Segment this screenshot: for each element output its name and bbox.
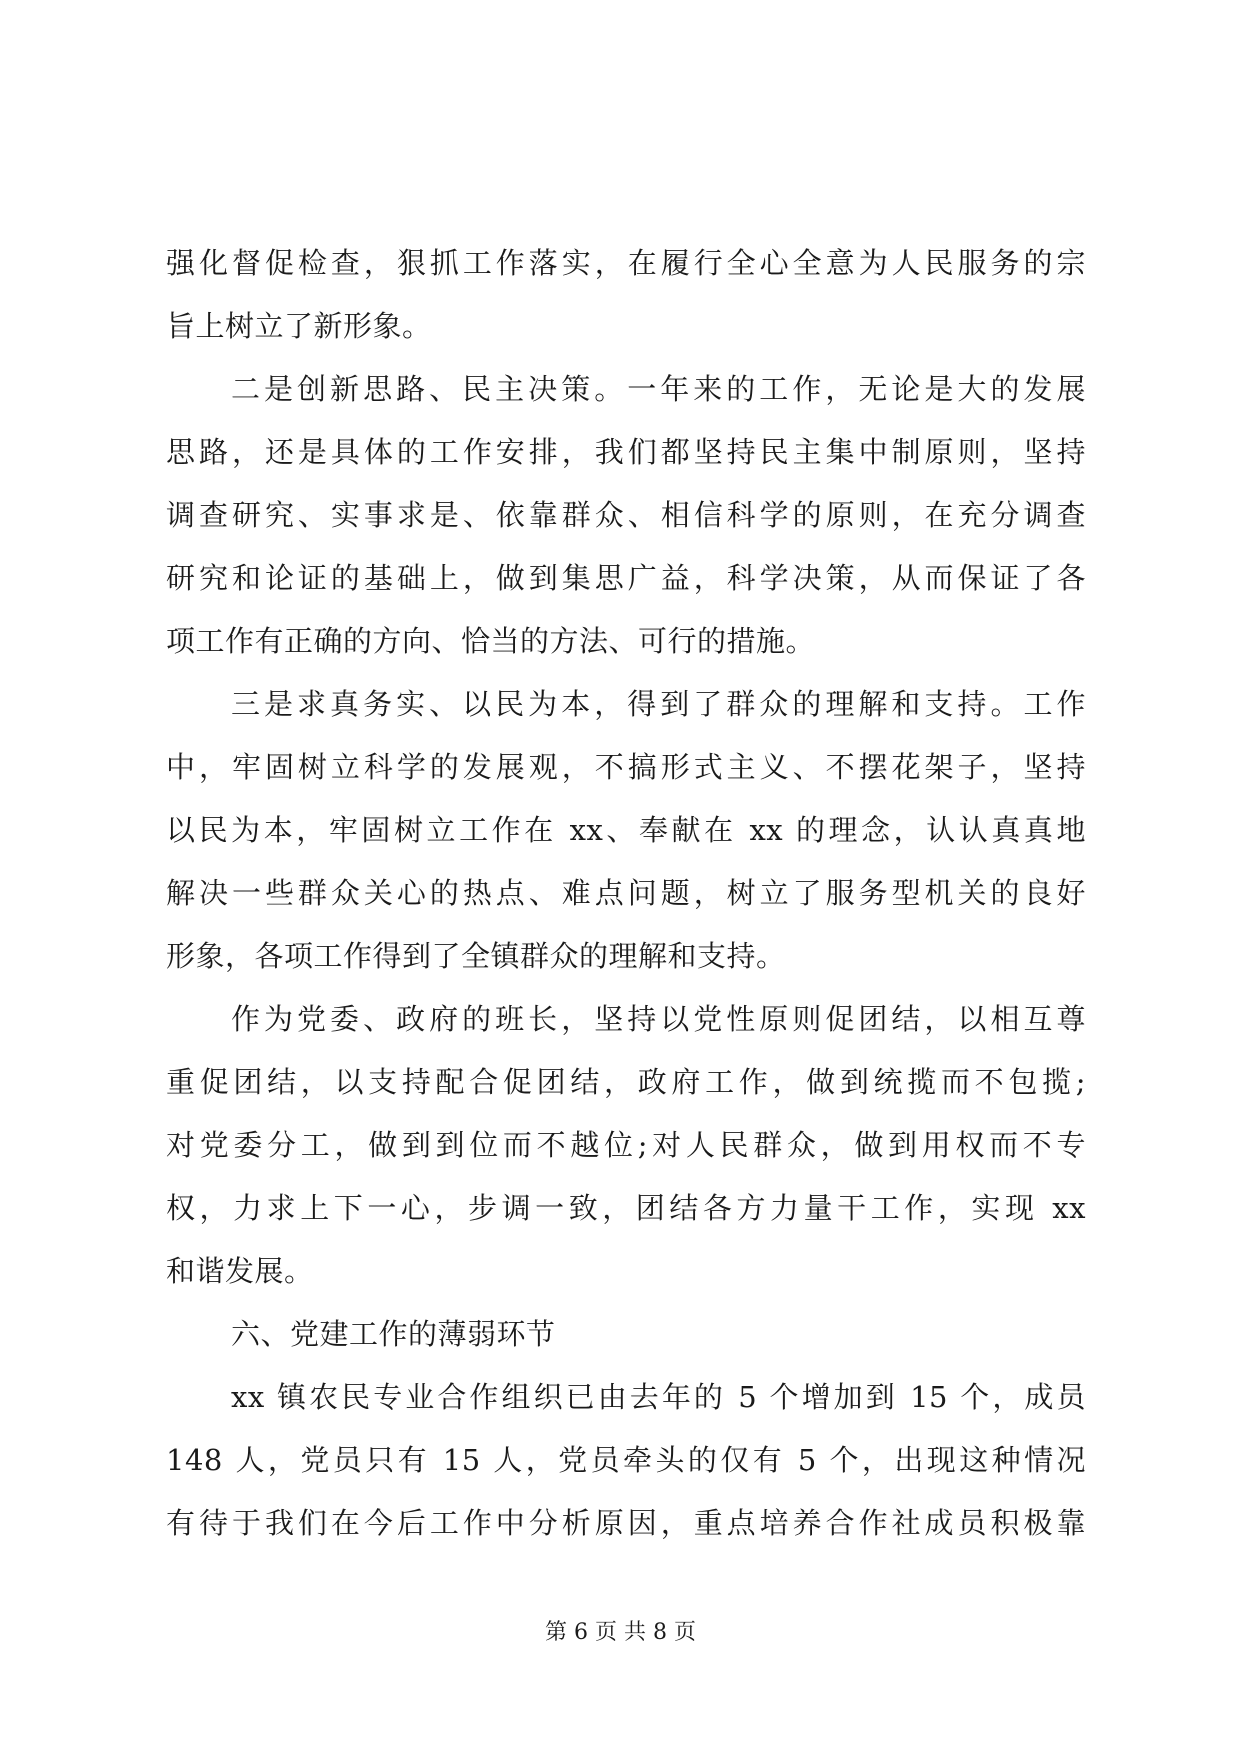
text-line: 思路，还是具体的工作安排，我们都坚持民主集中制原则，坚持	[166, 435, 1086, 469]
text-line: 旨上树立了新形象。	[166, 309, 432, 343]
text-line: 作为党委、政府的班长，坚持以党性原则促团结，以相互尊	[231, 1002, 1086, 1036]
page-number-footer: 第 6 页 共 8 页	[545, 1620, 696, 1645]
text-line: 和谐发展。	[166, 1254, 314, 1288]
text-line: 形象，各项工作得到了全镇群众的理解和支持。	[166, 939, 786, 973]
text-line: 以民为本，牢固树立工作在 xx、奉献在 xx 的理念，认认真真地	[166, 813, 1086, 847]
body-text	[166, 232, 1086, 1555]
text-line: 重促团结，以支持配合促团结，政府工作，做到统揽而不包揽;	[166, 1065, 1086, 1099]
text-line: 有待于我们在今后工作中分析原因，重点培养合作社成员积极靠	[166, 1506, 1086, 1540]
text-line: 中，牢固树立科学的发展观，不搞形式主义、不摆花架子，坚持	[166, 750, 1086, 784]
text-line: 对党委分工，做到到位而不越位;对人民群众，做到用权而不专	[166, 1128, 1086, 1162]
text-line: 项工作有正确的方向、恰当的方法、可行的措施。	[166, 624, 816, 658]
text-line: 强化督促检查，狠抓工作落实，在履行全心全意为人民服务的宗	[166, 246, 1086, 280]
text-line: 调查研究、实事求是、依靠群众、相信科学的原则，在充分调查	[166, 498, 1086, 532]
text-line: 三是求真务实、以民为本，得到了群众的理解和支持。工作	[231, 687, 1086, 721]
text-line: 研究和论证的基础上，做到集思广益，科学决策，从而保证了各	[166, 561, 1086, 595]
section-heading: 六、党建工作的薄弱环节	[231, 1317, 556, 1351]
text-line: 权，力求上下一心，步调一致，团结各方力量干工作，实现 xx	[166, 1191, 1086, 1225]
text-line: 解决一些群众关心的热点、难点问题，树立了服务型机关的良好	[166, 876, 1086, 910]
text-line: 二是创新思路、民主决策。一年来的工作，无论是大的发展	[231, 372, 1086, 406]
text-line: xx 镇农民专业合作组织已由去年的 5 个增加到 15 个，成员	[231, 1380, 1086, 1414]
text-line: 148 人，党员只有 15 人，党员牵头的仅有 5 个，出现这种情况	[166, 1443, 1086, 1477]
